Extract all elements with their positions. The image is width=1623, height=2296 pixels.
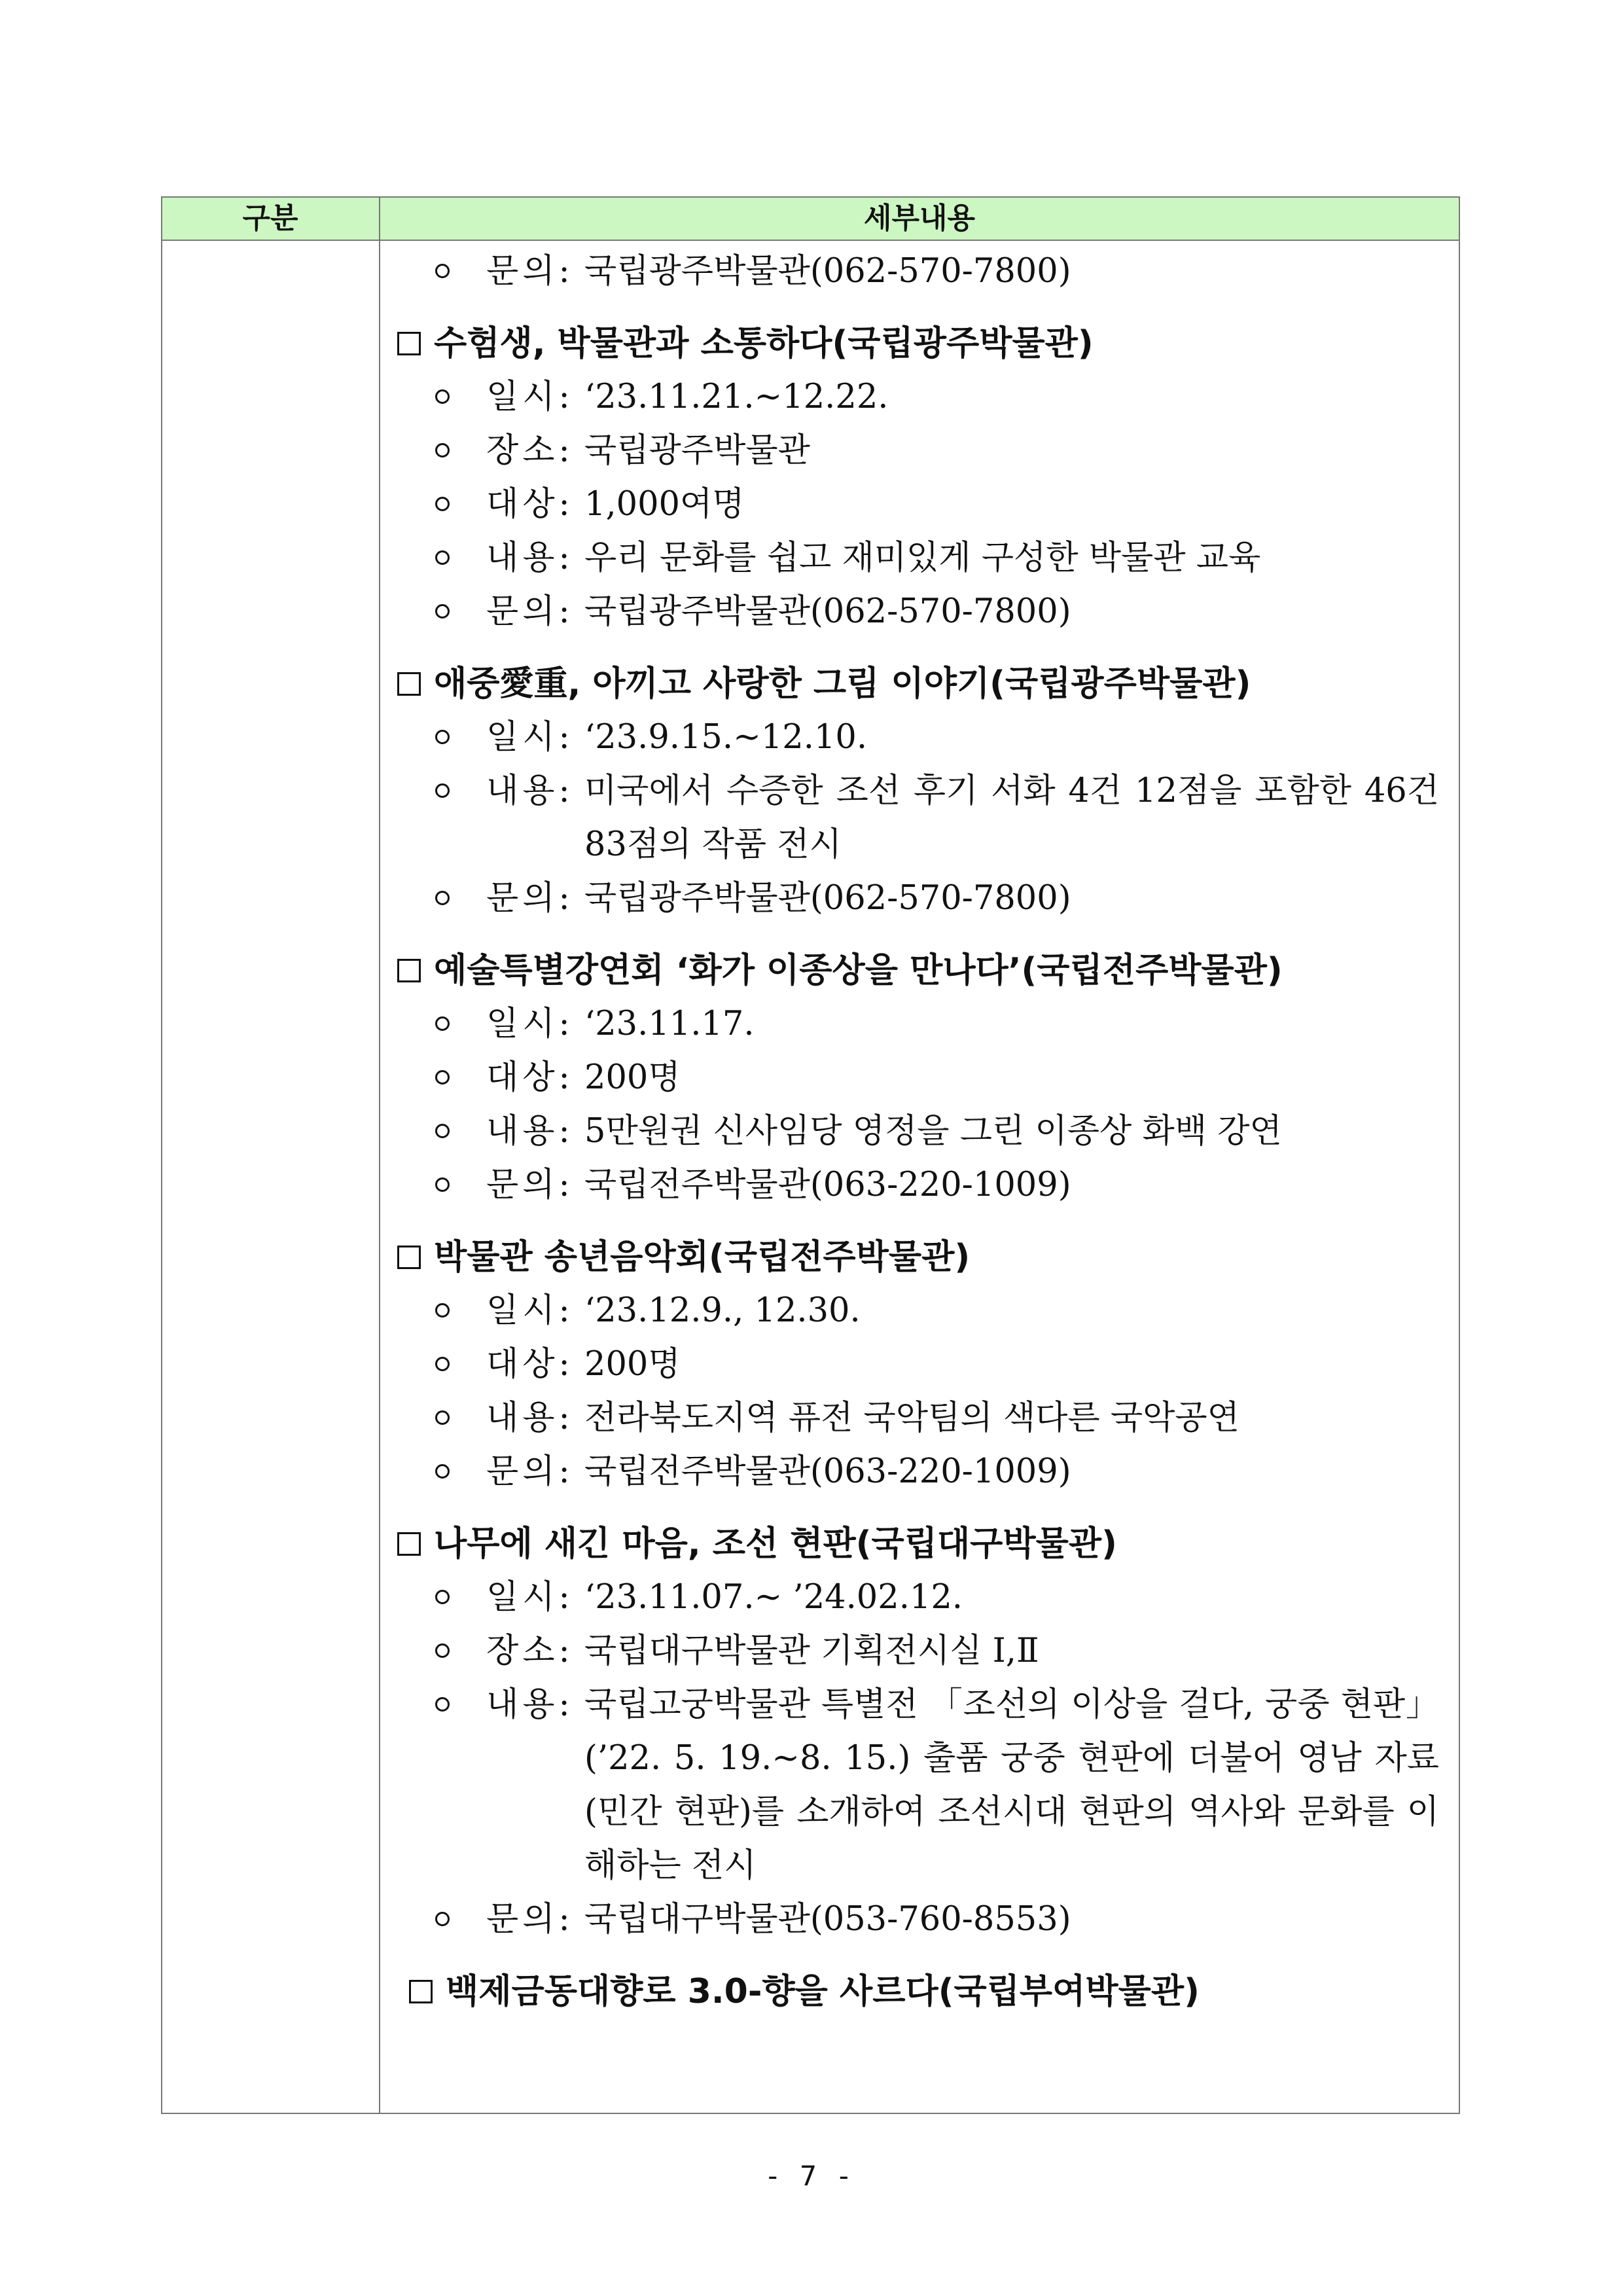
circle-bullet-icon [435, 730, 450, 744]
list-item: 일시: ‘23.11.07.~ ’24.02.12. [380, 1571, 1459, 1624]
page-number: - 7 - [768, 2160, 855, 2192]
circle-bullet-icon [435, 389, 450, 404]
circle-bullet-icon [435, 1410, 450, 1425]
list-item: 대상: 1,000여명 [380, 478, 1459, 531]
section-concert [380, 1230, 1459, 1499]
list-item: 문의: 국립전주박물관(063-220-1009) [380, 1445, 1459, 1499]
circle-bullet-icon [435, 443, 450, 457]
circle-bullet-icon [435, 264, 450, 278]
section-incense-burner [380, 1965, 1459, 2018]
list-item: 내용: 5만원권 신사임당 영정을 그린 이종상 화백 강연 [380, 1105, 1459, 1158]
checkbox-square-icon [397, 1246, 421, 1269]
content-table [161, 196, 1460, 2114]
list-item: 내용: 전라북도지역 퓨전 국악팀의 색다른 국악공연 [380, 1391, 1459, 1445]
circle-bullet-icon [435, 1303, 450, 1318]
section-aejung [380, 657, 1459, 925]
circle-bullet-icon [435, 1177, 450, 1192]
list-item: 문의: 국립광주박물관(062-570-7800) [380, 872, 1459, 925]
circle-bullet-icon [435, 497, 450, 511]
section-title: 예술특별강연회 ‘화가 이종상을 만나다’(국립전주박물관) [380, 944, 1459, 997]
list-item: 대상: 200명 [380, 1338, 1459, 1391]
list-item: 일시: ‘23.9.15.~12.10. [380, 711, 1459, 764]
list-item: 내용: 우리 문화를 쉽고 재미있게 구성한 박물관 교육 [380, 531, 1459, 585]
circle-bullet-icon [435, 891, 450, 905]
list-item: 장소: 국립대구박물관 기획전시실 Ⅰ,Ⅱ [380, 1624, 1459, 1678]
circle-bullet-icon [435, 550, 450, 565]
circle-bullet-icon [435, 1016, 450, 1031]
section-lecture [380, 944, 1459, 1212]
section-title: 백제금동대향로 3.0-향을 사르다(국립부여박물관) [380, 1965, 1459, 2018]
circle-bullet-icon [435, 1697, 450, 1712]
table-header [162, 198, 1459, 241]
section-exam-students [380, 317, 1459, 639]
circle-bullet-icon [435, 1070, 450, 1085]
section-title: 나무에 새긴 마음, 조선 현판(국립대구박물관) [380, 1517, 1459, 1571]
list-item: 내용: 미국에서 수증한 조선 후기 서화 4건 12점을 포함한 46건 83점의 작품 전시 [380, 764, 1459, 872]
circle-bullet-icon [435, 1912, 450, 1926]
list-item: 일시: ‘23.12.9., 12.30. [380, 1284, 1459, 1338]
list-item: 문의: 국립광주박물관(062-570-7800) [380, 585, 1459, 639]
list-item: 내용: 국립고궁박물관 특별전 「조선의 이상을 걸다, 궁중 현판」(’22. 5. 19.~8. 15.) 출품 궁중 현판에 더불어 영남 자료(민간 현판)를 소개하여 조선시대 현판의 역사와 문화를 이해하는 전시 [380, 1678, 1459, 1893]
checkbox-square-icon [397, 1532, 421, 1556]
circle-bullet-icon [435, 1124, 450, 1138]
list-item: 문의: 국립광주박물관(062-570-7800) [380, 245, 1459, 298]
details-cell [380, 241, 1459, 2113]
list-item: 문의: 국립전주박물관(063-220-1009) [380, 1158, 1459, 1212]
list-item: 일시: ‘23.11.17. [380, 997, 1459, 1051]
section-hyeonpan [380, 1517, 1459, 1946]
header-category: 구분 [242, 202, 298, 235]
circle-bullet-icon [435, 1357, 450, 1371]
list-item: 일시: ‘23.11.21.~12.22. [380, 370, 1459, 424]
section-title: 박물관 송년음악회(국립전주박물관) [380, 1230, 1459, 1284]
checkbox-square-icon [409, 1980, 433, 2003]
checkbox-square-icon [397, 959, 421, 982]
checkbox-square-icon [397, 672, 421, 696]
circle-bullet-icon [435, 604, 450, 619]
circle-bullet-icon [435, 1464, 450, 1479]
list-item: 장소: 국립광주박물관 [380, 424, 1459, 478]
circle-bullet-icon [435, 1643, 450, 1658]
circle-bullet-icon [435, 1590, 450, 1604]
list-item: 문의: 국립대구박물관(053-760-8553) [380, 1893, 1459, 1946]
header-details: 세부내용 [863, 202, 975, 235]
list-item: 대상: 200명 [380, 1051, 1459, 1105]
checkbox-square-icon [397, 332, 421, 355]
circle-bullet-icon [435, 783, 450, 798]
section-title: 애중愛重, 아끼고 사랑한 그림 이야기(국립광주박물관) [380, 657, 1459, 711]
section-title: 수험생, 박물관과 소통하다(국립광주박물관) [380, 317, 1459, 370]
